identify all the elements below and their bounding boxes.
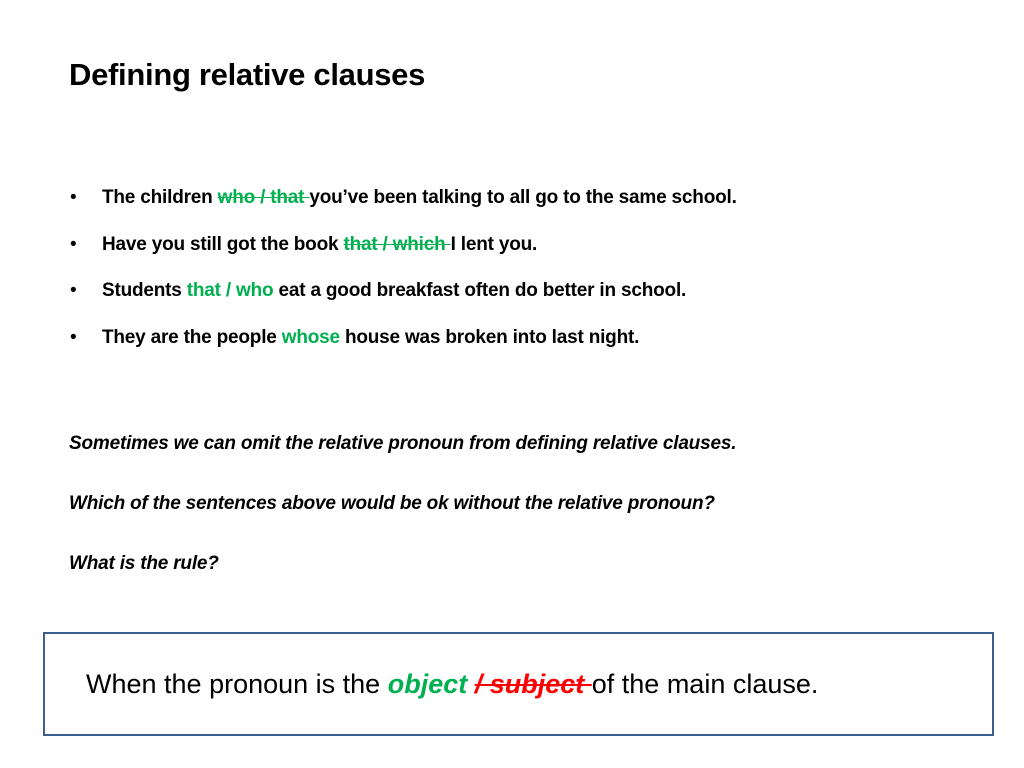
- answer-text-before: When the pronoun is the: [86, 669, 388, 699]
- bullet-dot: •: [70, 233, 77, 255]
- example-sentence-2: [69, 230, 737, 277]
- example-sentence-1: [69, 183, 737, 230]
- answer-text: [86, 664, 818, 704]
- note-omit-pronoun: Sometimes we can omit the relative pronoun from defining relative clauses.: [69, 433, 737, 454]
- bullet-dot: •: [70, 326, 77, 348]
- sentence-text-after: you’ve been talking to all go to the same school.: [309, 187, 737, 208]
- answer-box: [43, 632, 994, 736]
- answer-text-after: of the main clause.: [591, 669, 819, 699]
- bullet-dot: •: [70, 187, 77, 208]
- sentence-text-before: The children: [102, 187, 218, 208]
- sentence-text-after: I lent you.: [450, 233, 538, 255]
- note-question-rule: What is the rule?: [69, 553, 219, 574]
- relative-pronoun-struck: who / that: [217, 187, 310, 208]
- sentence-text-before: Students: [102, 280, 187, 301]
- relative-pronoun-struck: that / which: [343, 233, 451, 255]
- relative-pronoun: that / who: [186, 280, 274, 301]
- answer-subject-struck: / subject: [474, 669, 592, 699]
- question-notes: [69, 428, 829, 579]
- example-sentence-3: [69, 276, 737, 323]
- relative-pronoun: whose: [281, 326, 340, 348]
- example-sentence-list: [69, 183, 737, 369]
- bullet-dot: •: [70, 280, 77, 301]
- sentence-text-after: house was broken into last night.: [339, 326, 640, 348]
- sentence-text-before: Have you still got the book: [102, 233, 344, 255]
- slide-title: Defining relative clauses: [69, 57, 426, 92]
- answer-space: [467, 669, 475, 699]
- answer-object-word: object: [387, 669, 468, 699]
- sentence-text-after: eat a good breakfast often do better in school.: [273, 280, 687, 301]
- sentence-text-before: They are the people: [102, 326, 282, 348]
- example-sentence-4: [69, 323, 737, 370]
- note-question-which-sentences: Which of the sentences above would be ok without the relative pronoun?: [69, 493, 715, 514]
